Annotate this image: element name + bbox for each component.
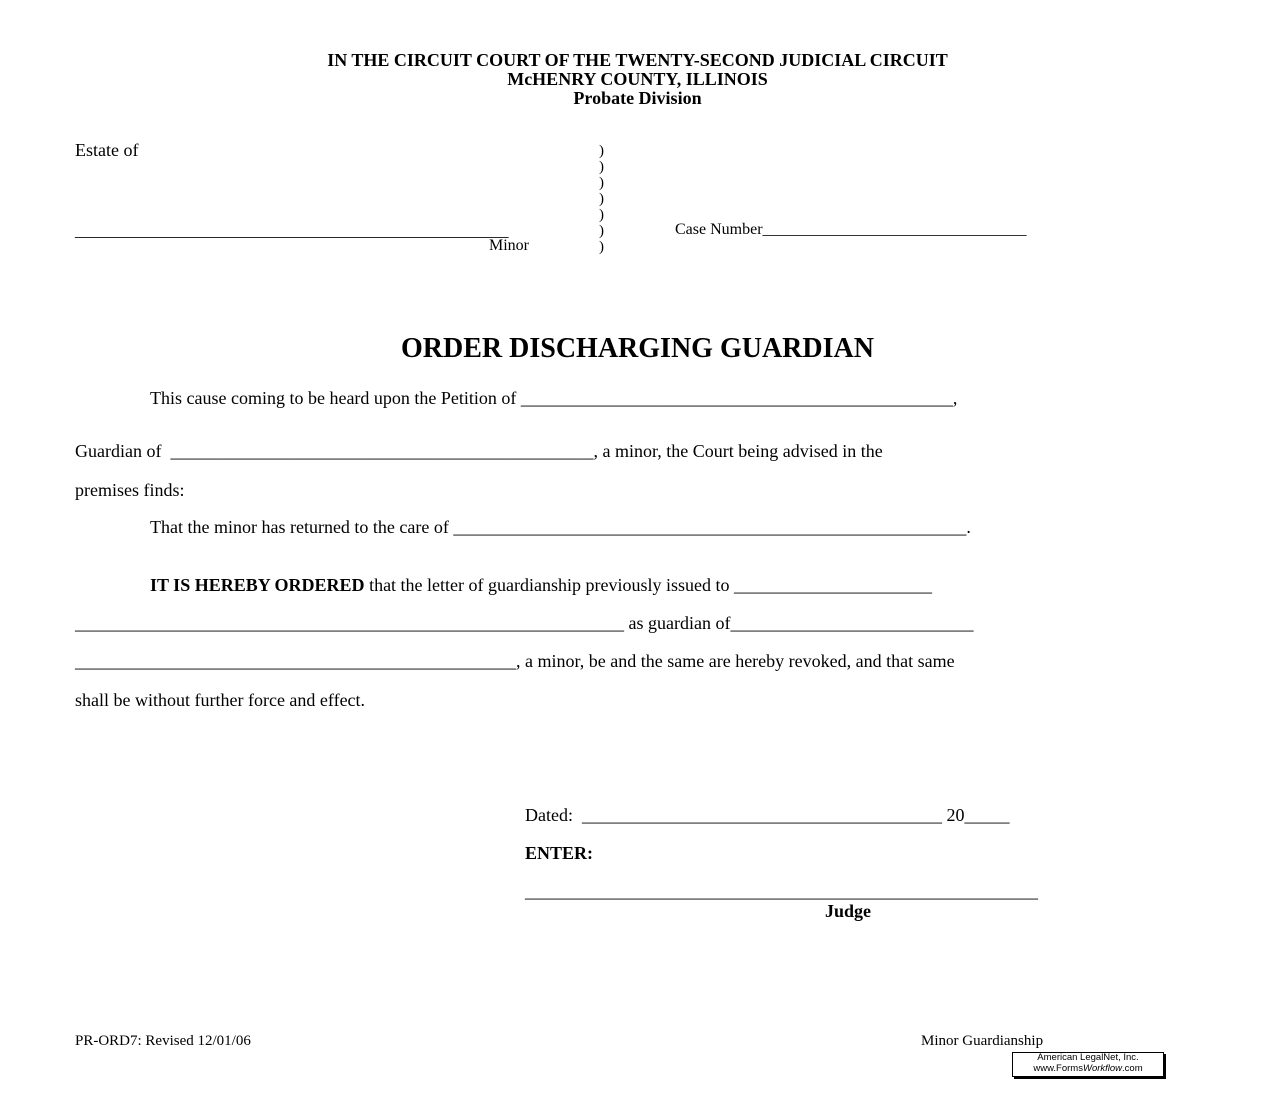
body-line-ordered [150,575,932,596]
form-id: PR-ORD7: Revised 12/01/06 [75,1033,251,1049]
body-line-revoked: _________________________________________________, a minor, be and the same are hereby revoked, and that same [75,651,955,671]
ordered-bold-text: IT IS HEREBY ORDERED [150,575,365,595]
body-line-returned-care: That the minor has returned to the care of _________________________________________________________. [150,517,971,537]
logo-line1: American LegalNet, Inc. [1037,1052,1139,1063]
caption-paren: ) [599,175,604,191]
caption-paren: ) [599,207,604,223]
case-number-blank: _________________________________ [762,221,1027,238]
caption-paren: ) [599,143,604,159]
caption-paren: ) [599,239,604,255]
estate-of-label: Estate of [75,140,139,160]
dated-line [525,805,1009,826]
court-header-line2: McHENRY COUNTY, ILLINOIS [507,69,768,89]
minor-label: Minor [489,237,529,254]
case-number-label: Case Number [675,221,763,238]
ordered-rest-text: that the letter of guardianship previously issued to ______________________ [364,575,932,595]
logo-url-part1: www.Forms [1033,1062,1083,1074]
body-line-as-guardian: _____________________________________________________________ as guardian of___________________________ [75,613,974,633]
dated-label: Dated: [525,805,573,825]
caption-paren: ) [599,191,604,207]
body-paragraph-petition: This cause coming to be heard upon the Petition of ________________________________________________, [150,388,958,408]
dated-blank: ________________________________________ 20_____ [581,805,1010,825]
body-line-guardian-of: Guardian of _______________________________________________, a minor, the Court being advised in the [75,441,883,461]
caption-paren: ) [599,223,604,239]
logo-url-part2: Workflow [1082,1062,1123,1074]
case-number-field [675,221,1027,239]
logo-url-part3: .com [1122,1062,1143,1074]
logo-line2 [1013,1064,1163,1075]
body-line-force-effect: shall be without further force and effect. [75,690,366,710]
enter-label: ENTER: [525,843,594,863]
court-header-line3: Probate Division [573,88,702,108]
court-header-line1: IN THE CIRCUIT COURT OF THE TWENTY-SECOND JUDICIAL CIRCUIT [327,50,948,70]
caption-paren: ) [599,159,604,175]
form-category: Minor Guardianship [921,1033,1044,1049]
document-title: ORDER DISCHARGING GUARDIAN [401,333,874,364]
judge-label: Judge [825,901,872,921]
judge-signature-line: _________________________________________________________ [525,881,1038,901]
body-line-premises: premises finds: [75,480,185,500]
minor-name-blank: ___________________________________________________ [75,221,509,240]
americanlegalnet-logo [1012,1052,1164,1077]
